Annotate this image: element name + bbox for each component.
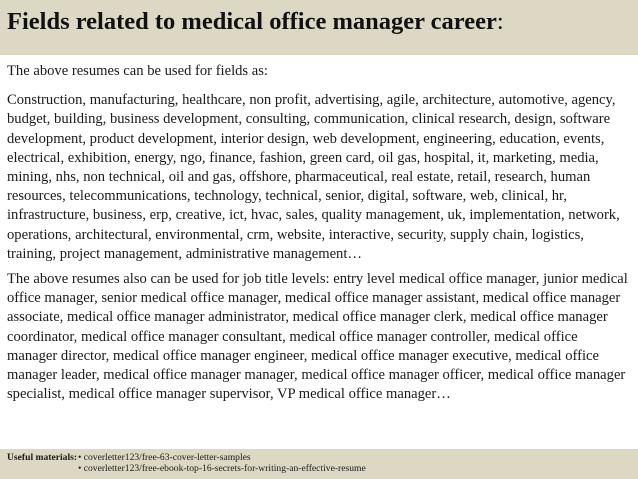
page-title-text: Fields related to medical office manager career bbox=[7, 8, 497, 35]
footer-row bbox=[7, 463, 638, 474]
footer-row bbox=[7, 452, 638, 463]
page-title-colon: : bbox=[496, 8, 504, 35]
intro-text: The above resumes can be used for fields as: bbox=[7, 63, 268, 79]
footer-link[interactable]: • coverletter123/free-ebook-top-16-secrets-for-writing-an-effective-resume bbox=[78, 463, 366, 474]
job-titles-paragraph: The above resumes also can be used for job title levels: entry level medical office manager, junior medical office manager, senior medical office manager, medical office manager assistant, medical office manager associate, medical office manager administrator, medical office manager clerk, medical office manager coordinator, medical office manager consultant, medical office manager controller, medical office manager director, medical office manager engineer, medical office manager executive, medical office manager leader, medical office manager manager, medical office manager officer, medical office manager specialist, medical office manager supervisor, VP medical office manager… bbox=[7, 271, 628, 403]
footer bbox=[0, 449, 638, 479]
useful-materials-label: Useful materials: bbox=[7, 452, 78, 463]
footer-link[interactable]: • coverletter123/free-63-cover-letter-samples bbox=[78, 452, 251, 463]
page-title bbox=[7, 8, 638, 36]
title-bar bbox=[0, 0, 638, 55]
footer-indent bbox=[7, 463, 78, 474]
fields-paragraph: Construction, manufacturing, healthcare, non profit, advertising, agile, architecture, automotive, agency, budget, building, business development, consulting, communication, clinical research, design, software development, product development, interior design, web development, engineering, education, events, electrical, exhibition, energy, ngo, finance, fashion, green card, oil gas, hospital, it, marketing, media, mining, nhs, non technical, oil and gas, offshore, pharmaceutical, real estate, retail, research, human resources, telecommunications, technology, technical, senior, digital, software, web, clinical, hr, infrastructure, business, erp, creative, ict, hvac, sales, quality management, uk, implementation, network, operations, architectural, environmental, crm, website, interactive, security, supply chain, logistics, training, project management, administrative management… bbox=[7, 92, 620, 262]
main-content bbox=[7, 62, 631, 410]
